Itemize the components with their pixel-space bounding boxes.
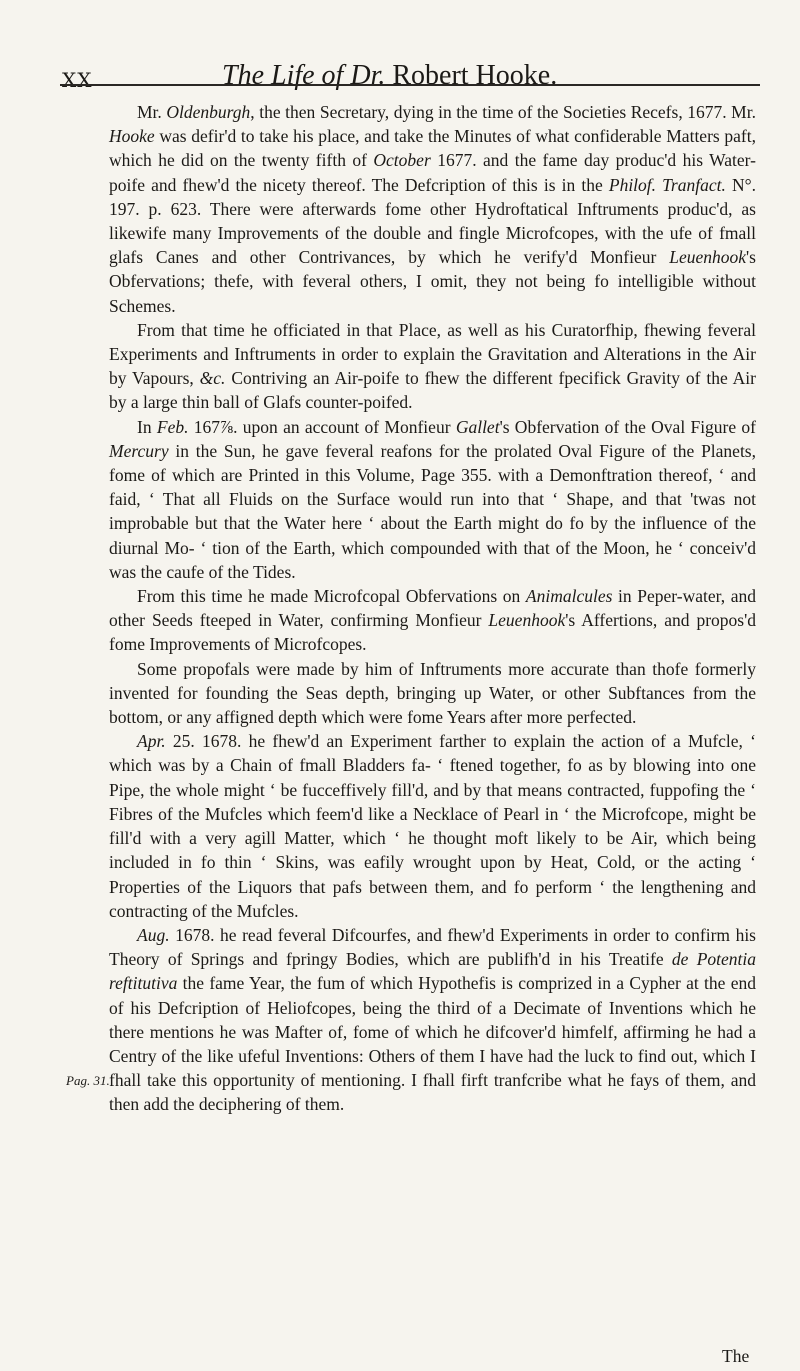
running-head <box>222 60 557 92</box>
paragraph <box>109 318 756 415</box>
paragraph <box>109 415 756 584</box>
italic-text: Apr. <box>137 731 166 752</box>
italic-text: Leuenhook <box>669 247 747 268</box>
margin-note: Pag. 31. <box>66 1073 110 1088</box>
italic-text: Animalcules <box>525 586 613 607</box>
text-run: 's Obfervation of the Oval Figure of <box>499 416 757 437</box>
italic-text: October <box>373 150 431 171</box>
page-number: XX <box>62 68 93 92</box>
italic-text: Leuenhook <box>488 610 566 631</box>
italic-text: Gallet <box>455 416 500 437</box>
text-run: From that time he officiated in that Place, as well as his Curatorfhip, fhewing feveral Experiments and Inftruments in order to explain the Gravitation and Alterations in the Air by Vapours, <box>109 319 756 389</box>
italic-text: Feb. <box>156 416 189 437</box>
text-run: N°. 197. p. 623. There were afterwards fome other Hydroftatical Inftruments produc'd, as likewife many Improvements of the double and fingle Microfcopes, with the ufe of fmall glafs Canes and other Contrivances, by which he verify'd Monfieur <box>109 174 756 268</box>
text-run: Mr. <box>137 102 167 122</box>
running-head-name: Robert Hooke. <box>392 60 558 91</box>
body-text <box>109 100 756 1117</box>
text-run: 1678. he read feveral Difcourfes, and fhew'd Experiments in order to confirm his Theory of Springs and fpringy Bodies, which are publifh'd in his Treatife <box>109 924 756 970</box>
text-run: in Peper-water, and other Seeds fteeped in Water, confirming Monfieur <box>109 586 756 631</box>
italic-text: Oldenburgh <box>166 102 251 122</box>
text-run: 25. 1678. he fhew'd an Experiment farther to explain the action of a Mufcle, ‘ which was by a Chain of fmall Bladders fa- ‘ ftened together, fo as by blowing into one Pipe, the whole might ‘ be fucceffively fill'd, and by that means contracted, fuppofing the ‘ Fibres of the Mufcles which feem'd like a Necklace of Pearl in ‘ the Microfcope, might be fill'd with a very agill Matter, which ‘ he thought moft likely to be Air, which being included in fo thin ‘ Skins, was eafily wrought upon by Heat, Cold, or the acting ‘ Properties of the Liquors that pafs between them, and fo perform ‘ the lengthening and contracting of the Mufcles. <box>109 731 756 921</box>
text-run: in the Sun, he gave feveral reafons for the prolated Oval Figure of the Planets, fome of which are Printed in this Volume, Page 355. with a Demonftration thereof, ‘ and faid, ‘ That all Fluids on the Surface would run into that ‘ Shape, and that 'twas not improbable but that the Water here ‘ about the Earth might do fo by the influence of the diurnal Mo- ‘ tion of the Earth, which compounded with that of the Moon, he ‘ conceiv'd was the caufe of the Tides. <box>109 440 756 582</box>
text-run: was defir'd to take his place, and take the Minutes of what confiderable Matters paft, which he did on the twenty fifth of <box>109 126 756 171</box>
italic-text: &c. <box>199 368 226 389</box>
italic-text: de Potentia reftitutiva <box>109 949 756 994</box>
paragraph <box>109 923 756 1117</box>
text-run: Contriving an Air-poife to fhew the different fpecifick Gravity of the Air by a large thin ball of Glafs counter-poifed. <box>109 368 756 413</box>
text-run: the fame Year, the fum of which Hypothefis is comprized in a Cypher at the end of his Defcription of Heliofcopes, being the third of a Decimate of Inventions which he there mentions he was Mafter of, fome of which he difcover'd himfelf, affirming he had a Centry of the like ufeful Inventions: Others of them I have had the luck to find out, which I fhall take this opportunity of mentioning. I fhall firft tranfcribe what he fays of them, and then add the deciphering of them. <box>109 973 756 1115</box>
running-head-prefix: The Life of <box>222 60 344 91</box>
paragraph <box>109 100 756 318</box>
paragraph <box>109 584 756 657</box>
running-head-title: Dr. <box>350 60 386 91</box>
text-run: Some propofals were made by him of Inftruments more accurate than thofe formerly invented for founding the Seas depth, bringing up Water, or other Subftances from the bottom, or any affigned depth which were fome Years after more perfected. <box>109 658 756 728</box>
text-run: 's Obfervations; thefe, with feveral others, I omit, they not being fo intelligible without Schemes. <box>109 247 756 316</box>
text-run: 1677. and the fame day produc'd his Water-poife and fhew'd the nicety thereof. The Defcription of this is in the <box>109 150 756 195</box>
page-header <box>62 58 762 92</box>
italic-text: Hooke <box>109 126 155 147</box>
italic-text: Mercury <box>109 440 169 461</box>
italic-text: Aug. <box>137 924 170 945</box>
paragraph <box>109 729 756 923</box>
text-run: 's Affertions, and propos'd fome Improvements of Microfcopes. <box>109 610 756 655</box>
header-rule <box>60 84 760 86</box>
italic-text: Philof. Tranfact. <box>608 174 726 195</box>
paragraph <box>109 657 756 730</box>
text-run: From this time he made Microfcopal Obfervations on <box>137 586 526 607</box>
catchword: The <box>722 1346 750 1366</box>
text-run: In <box>137 416 157 437</box>
text-run: , the then Secretary, dying in the time of the Societies Recefs, 1677. Mr. <box>250 102 756 122</box>
text-run: 167⅞. upon an account of Monfieur <box>188 416 456 437</box>
